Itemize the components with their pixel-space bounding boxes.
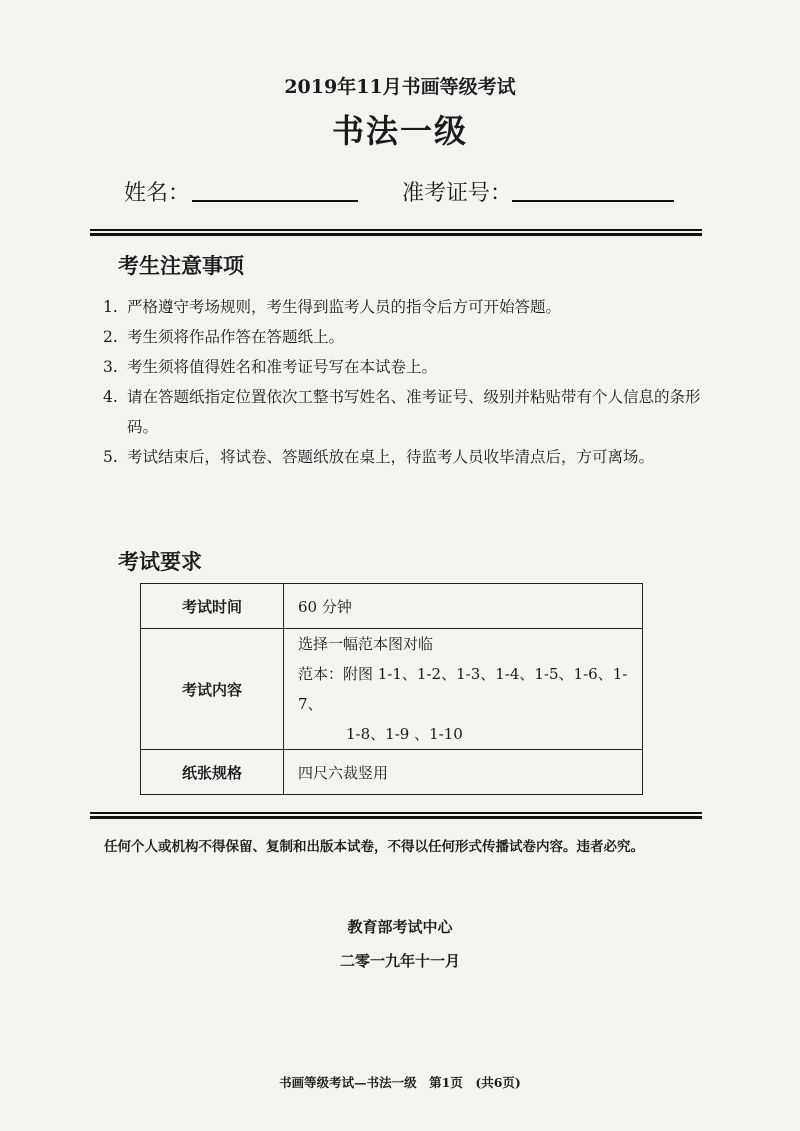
name-label: 姓名： xyxy=(124,181,191,206)
requirements-table xyxy=(140,583,643,795)
content-label: 考试内容 xyxy=(141,629,284,750)
time-label: 考试时间 xyxy=(141,584,284,629)
content-line: 选择一幅范本图对临 xyxy=(298,635,434,653)
item-number: 5. xyxy=(103,448,118,466)
issuer: 教育部考试中心 xyxy=(347,918,453,936)
list-item xyxy=(103,442,703,472)
copyright-notice: 任何个人或机构不得保留、复制和出版本试卷，不得以任何形式传播试卷内容。违者必究。 xyxy=(104,839,644,855)
item-text: 考试结束后，将试卷、答题纸放在桌上，待监考人员收毕清点后，方可离场。 xyxy=(127,448,655,466)
issue-date: 二零一九年十一月 xyxy=(339,952,460,970)
item-text: 请在答题纸指定位置依次工整书写姓名、准考证号、级别并粘贴带有个人信息的条形码。 xyxy=(127,388,701,436)
item-number: 1. xyxy=(103,298,118,316)
item-number: 3. xyxy=(103,358,118,376)
name-blank xyxy=(192,200,358,202)
table-row xyxy=(141,584,643,629)
page-footer: 书画等级考试—书法一级 第1页 (共6页) xyxy=(279,1075,521,1090)
list-item xyxy=(103,322,703,352)
list-item xyxy=(103,352,703,382)
id-label: 准考证号： xyxy=(402,181,513,206)
list-item xyxy=(103,292,703,322)
item-number: 2. xyxy=(103,328,118,346)
paper-value: 四尺六裁竖用 xyxy=(284,750,643,795)
item-text: 考生须将作品作答在答题纸上。 xyxy=(127,328,345,346)
time-value: 60 分钟 xyxy=(284,584,643,629)
content-line: 1-8、1-9 、1-10 xyxy=(346,725,463,743)
item-text: 严格遵守考场规则，考生得到监考人员的指令后方可开始答题。 xyxy=(127,298,562,316)
notices-list xyxy=(103,292,703,472)
content-cell xyxy=(284,629,643,750)
requirements-title: 考试要求 xyxy=(118,550,202,574)
table-row xyxy=(141,629,643,750)
item-text: 考生须将值得姓名和准考证号写在本试卷上。 xyxy=(127,358,438,376)
level-title: 书法一级 xyxy=(331,112,468,150)
paper-label: 纸张规格 xyxy=(141,750,284,795)
item-number: 4. xyxy=(103,388,118,406)
table-row xyxy=(141,750,643,795)
bottom-divider xyxy=(90,812,702,819)
content-line: 范本：附图 1-1、1-2、1-3、1-4、1-5、1-6、1-7、 xyxy=(298,665,628,713)
id-blank xyxy=(512,200,674,202)
exam-title: 2019年11月书画等级考试 xyxy=(284,76,516,98)
list-item xyxy=(103,382,703,442)
notices-title: 考生注意事项 xyxy=(118,254,244,278)
top-divider xyxy=(90,229,702,236)
